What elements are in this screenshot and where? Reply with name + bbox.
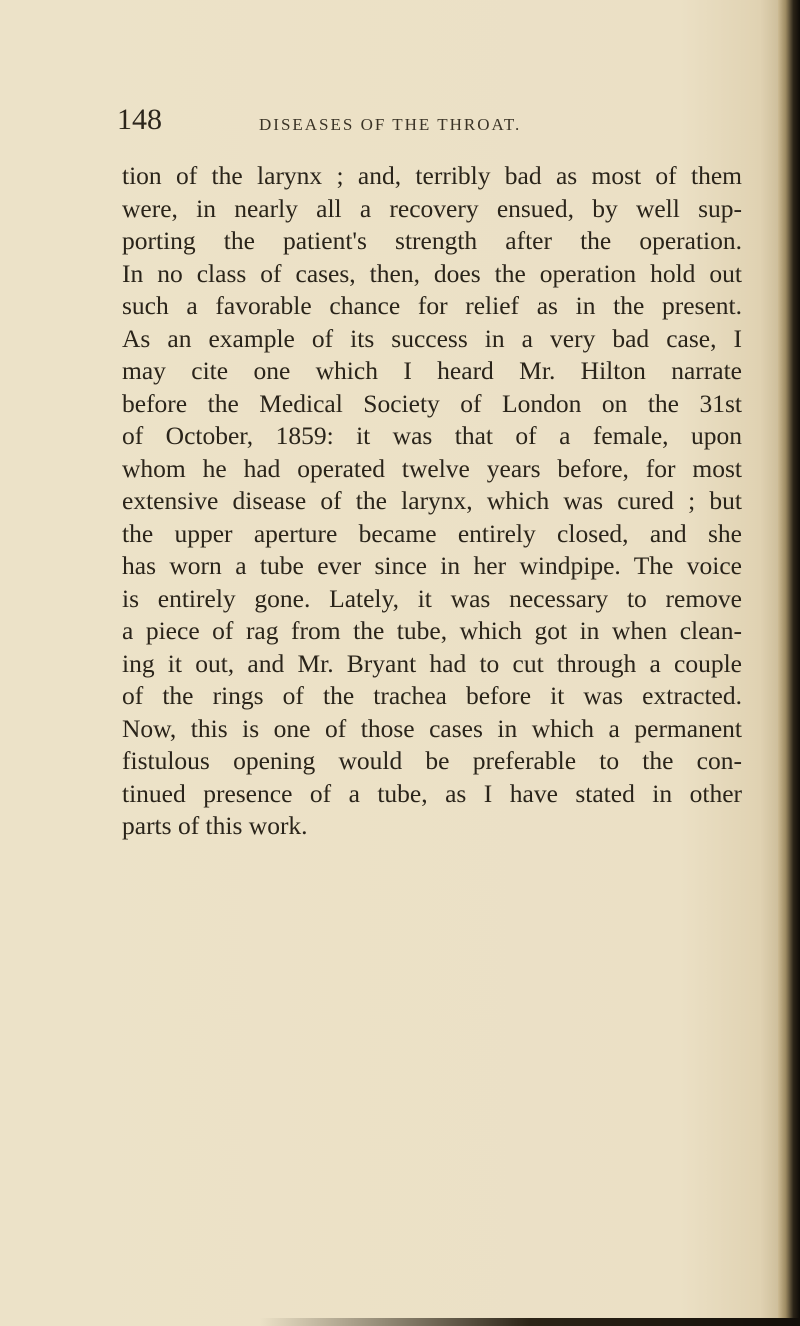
- text-line: before the Medical Society of London on the 31st: [122, 388, 742, 418]
- text-line: porting the patient's strength after the operation.: [122, 226, 742, 255]
- text-line: may cite one which I heard Mr. Hilton narrate: [122, 356, 742, 385]
- text-line: whom he had operated twelve years before, for most: [122, 453, 742, 483]
- text-line: is entirely gone. Lately, it was necessary to remove: [122, 583, 742, 613]
- text-line: fistulous opening would be preferable to the con-: [122, 746, 742, 775]
- running-title: DISEASES OF THE THROAT.: [259, 115, 522, 134]
- page-edge-shadow: [778, 0, 800, 1326]
- text-line: were, in nearly all a recovery ensued, by well sup-: [122, 193, 742, 223]
- page-bottom-shadow: [260, 1318, 800, 1326]
- text-line: has worn a tube ever since in her windpipe. The voice: [122, 551, 742, 580]
- text-line: tinued presence of a tube, as I have stated in other: [122, 778, 742, 808]
- text-line: extensive disease of the larynx, which was cured ; but: [122, 486, 742, 515]
- text-line: of the rings of the trachea before it was extracted.: [122, 681, 742, 710]
- text-line: such a favorable chance for relief as in the present.: [122, 291, 742, 320]
- text-line: tion of the larynx ; and, terribly bad as most of them: [122, 161, 742, 190]
- text-line: ing it out, and Mr. Bryant had to cut through a couple: [122, 648, 742, 678]
- text-line: the upper aperture became entirely closed, and she: [122, 518, 742, 548]
- running-head: [117, 103, 757, 139]
- page-number: 148: [117, 103, 162, 136]
- text-line: Now, this is one of those cases in which a permanent: [122, 713, 742, 743]
- text-line: In no class of cases, then, does the operation hold out: [122, 258, 742, 288]
- text-line: of October, 1859: it was that of a female, upon: [122, 421, 742, 450]
- text-line: As an example of its success in a very bad case, I: [122, 323, 742, 353]
- text-line: parts of this work.: [122, 811, 308, 840]
- text-line: a piece of rag from the tube, which got in when clean-: [122, 616, 742, 645]
- body-paragraph: [122, 160, 742, 843]
